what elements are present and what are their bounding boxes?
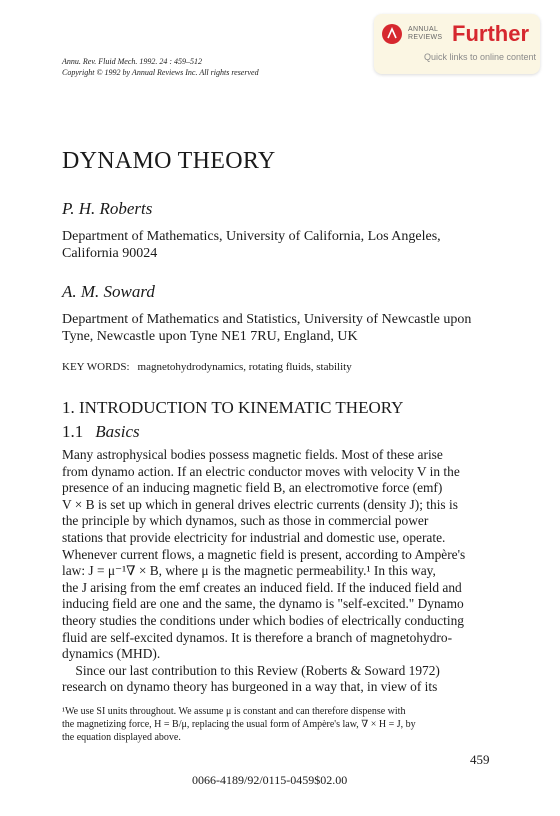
author-name: A. M. Soward xyxy=(62,282,155,301)
page-number: 459 xyxy=(470,752,490,767)
keywords xyxy=(62,361,352,373)
author-name: P. H. Roberts xyxy=(62,199,153,218)
further-wordmark: Further xyxy=(452,21,529,46)
author-affiliation: Department of Mathematics, University of California, Los Angeles, California 90024 xyxy=(62,229,441,261)
annual-reviews-logo-icon xyxy=(382,24,402,44)
further-subtitle: Quick links to online content xyxy=(423,52,536,62)
article-code: 0066-4189/92/0115-0459$02.00 xyxy=(192,773,348,787)
author-affiliation: Department of Mathematics and Statistics, University of Newcastle upon Tyne, Newcastle upon Tyne NE1 7RU, England, UK xyxy=(62,312,472,344)
keywords-label: KEY WORDS: xyxy=(62,361,130,373)
body-text: Many astrophysical bodies possess magnetic fields. Most of these arise from dynamo action. If an electric conductor moves with velocity V in the presence of an inducing magnetic field B, an electromotive force (emf) V × B is set up which in general drives electric currents (density J); this is the principle by which dynamos, such as those in commercial power stations that provide electricity for industrial and domestic use, operate. Whenever current flows, a magnetic field is present, according to Ampère's law: J = μ⁻¹∇ × B, where μ is the magnetic permeability.¹ In this way, the J arising from the emf creates an induced field. If the induced field and inducing field are one and the same, the dynamo is "self-excited." Dynamo theory studies the conditions under which bodies of electrically conducting fluid are self-excited dynamos. It is therefore a branch of magnetohydro- dynamics (MHD). Since our last contribution to this Review (Roberts & Soward 1972) research on dynamo theory has burgeoned in a way that, in view of its xyxy=(62,447,466,695)
keywords-value: magnetohydrodynamics, rotating fluids, stability xyxy=(137,361,352,373)
annual-reviews-wordmark: ANNUAL REVIEWS xyxy=(408,26,443,41)
subsection-heading xyxy=(62,422,140,442)
article-title: DYNAMO THEORY xyxy=(62,148,276,174)
copyright-line: Copyright © 1992 by Annual Reviews Inc. All rights reserved xyxy=(62,68,259,77)
section-heading: 1. INTRODUCTION TO KINEMATIC THEORY xyxy=(62,398,404,417)
journal-citation: Annu. Rev. Fluid Mech. 1992. 24 : 459–512 xyxy=(62,57,203,66)
subsection-number: 1.1 xyxy=(62,422,84,441)
footnote: ¹We use SI units throughout. We assume μ is constant and can therefore dispense with the magnetizing force, H = B/μ, replacing the usual form of Ampère's law, ∇ × H = J, by the equation displayed above. xyxy=(62,706,416,743)
further-badge[interactable] xyxy=(374,14,540,74)
subsection-title: Basics xyxy=(95,422,140,441)
